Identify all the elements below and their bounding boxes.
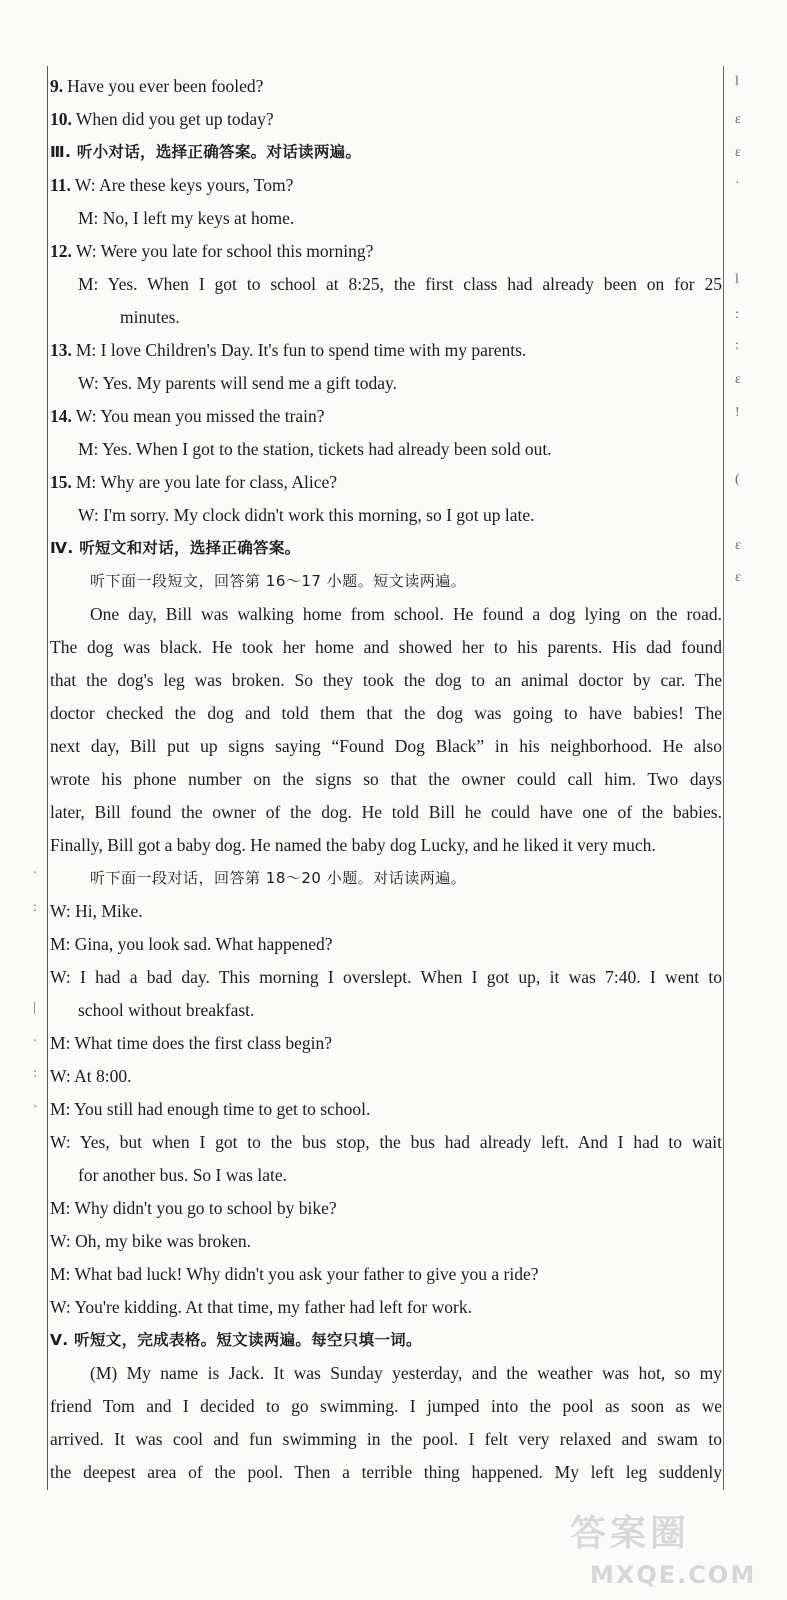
dialogue-line: W: At 8:00. — [50, 1066, 132, 1086]
watermark-logo: 答案圈 — [570, 1513, 691, 1554]
instruction-line: 听下面一段短文，回答第 16～17 小题。短文读两遍。 — [90, 572, 467, 590]
section-heading-3: Ⅲ. 听小对话，选择正确答案。对话读两遍。 — [50, 143, 362, 161]
dialogue-line: W: I had a bad day. This morning I overslept. When I got up, it was 7:40. I went to — [50, 967, 722, 987]
margin-mark: ! — [735, 405, 740, 420]
dialogue-line: M: What time does the first class begin? — [50, 1033, 333, 1053]
margin-mark: · — [735, 176, 740, 191]
margin-mark: : — [33, 1066, 37, 1081]
dialogue-line: M: Why didn't you go to school by bike? — [50, 1198, 337, 1218]
margin-mark: · — [33, 1100, 38, 1115]
section-heading-5: Ⅴ. 听短文，完成表格。短文读两遍。每空只填一词。 — [50, 1331, 422, 1349]
margin-mark: ɛ — [735, 538, 741, 553]
passage-line: One day, Bill was walking home from school. He found a dog lying on the road. — [90, 604, 722, 624]
dialogue-line-continued: minutes. — [120, 307, 180, 327]
question-13: 13. M: I love Children's Day. It's fun to spend time with my parents. — [50, 340, 527, 360]
margin-mark: ɛ — [735, 112, 741, 127]
site-watermark — [560, 1505, 770, 1595]
margin-mark: l — [735, 74, 739, 89]
passage-line: (M) My name is Jack. It was Sunday yesterday, and the weather was hot, so my — [90, 1363, 722, 1383]
dialogue-line-continued: school without breakfast. — [78, 1000, 255, 1020]
question-11: 11. W: Are these keys yours, Tom? — [50, 175, 294, 195]
instruction-line: 听下面一段对话，回答第 18～20 小题。对话读两遍。 — [90, 869, 467, 887]
margin-mark: ɛ — [735, 570, 741, 585]
dialogue-line: M: Yes. When I got to school at 8:25, the first class had already been on for 25 — [78, 274, 722, 294]
question-10: 10. When did you get up today? — [50, 109, 274, 129]
question-9: 9. Have you ever been fooled? — [50, 76, 264, 96]
dialogue-line: M: Gina, you look sad. What happened? — [50, 934, 333, 954]
passage-line: friend Tom and I decided to go swimming. I jumped into the pool as soon as we — [50, 1396, 722, 1416]
dialogue-line: W: Hi, Mike. — [50, 901, 143, 921]
passage-line: the deepest area of the pool. Then a terrible thing happened. My left leg suddenly — [50, 1462, 722, 1482]
dialogue-line-continued: for another bus. So I was late. — [78, 1165, 287, 1185]
section-heading-4: Ⅳ. 听短文和对话，选择正确答案。 — [50, 539, 301, 557]
dialogue-line: M: What bad luck! Why didn't you ask your father to give you a ride? — [50, 1264, 539, 1284]
margin-mark: l — [735, 272, 739, 287]
watermark-url: MXQE.COM — [590, 1561, 757, 1589]
question-15: 15. M: Why are you late for class, Alice? — [50, 472, 337, 492]
right-margin-rule — [723, 66, 724, 1490]
margin-mark: | — [33, 1000, 36, 1015]
margin-mark: · — [33, 1034, 38, 1049]
dialogue-line: M: You still had enough time to get to school. — [50, 1099, 371, 1119]
dialogue-line: W: Oh, my bike was broken. — [50, 1231, 252, 1251]
margin-mark: : — [33, 900, 37, 915]
passage-line: The dog was black. He took her home and showed her to his parents. His dad found — [50, 637, 722, 657]
dialogue-line: M: Yes. When I got to the station, tickets had already been sold out. — [78, 439, 552, 459]
dialogue-line: M: No, I left my keys at home. — [78, 208, 295, 228]
dialogue-line: W: I'm sorry. My clock didn't work this morning, so I got up late. — [78, 505, 535, 525]
question-12: 12. W: Were you late for school this morning? — [50, 241, 374, 261]
margin-mark: ɛ — [735, 145, 741, 160]
left-margin-rule — [47, 66, 48, 1490]
passage-line: that the dog's leg was broken. So they took the dog to an animal doctor by car. The — [50, 670, 722, 690]
passage-line: arrived. It was cool and fun swimming in the pool. I felt very relaxed and swam to — [50, 1429, 722, 1449]
margin-mark: : — [735, 338, 739, 353]
passage-line: later, Bill found the owner of the dog. He told Bill he could have one of the babies. — [50, 802, 722, 822]
margin-mark: ɛ — [735, 372, 741, 387]
passage-line: doctor checked the dog and told them that the dog was going to have babies! The — [50, 703, 722, 723]
dialogue-line: W: Yes. My parents will send me a gift today. — [78, 373, 398, 393]
margin-mark: : — [735, 307, 739, 322]
margin-mark: ( — [735, 472, 740, 487]
question-14: 14. W: You mean you missed the train? — [50, 406, 325, 426]
passage-line: Finally, Bill got a baby dog. He named the baby dog Lucky, and he liked it very much. — [50, 835, 656, 855]
dialogue-line: W: Yes, but when I got to the bus stop, the bus had already left. And I had to wait — [50, 1132, 722, 1152]
passage-line: next day, Bill put up signs saying “Found Dog Black” in his neighborhood. He also — [50, 736, 722, 756]
margin-mark: · — [33, 866, 38, 881]
dialogue-line: W: You're kidding. At that time, my father had left for work. — [50, 1297, 472, 1317]
passage-line: wrote his phone number on the signs so that the owner could call him. Two days — [50, 769, 722, 789]
